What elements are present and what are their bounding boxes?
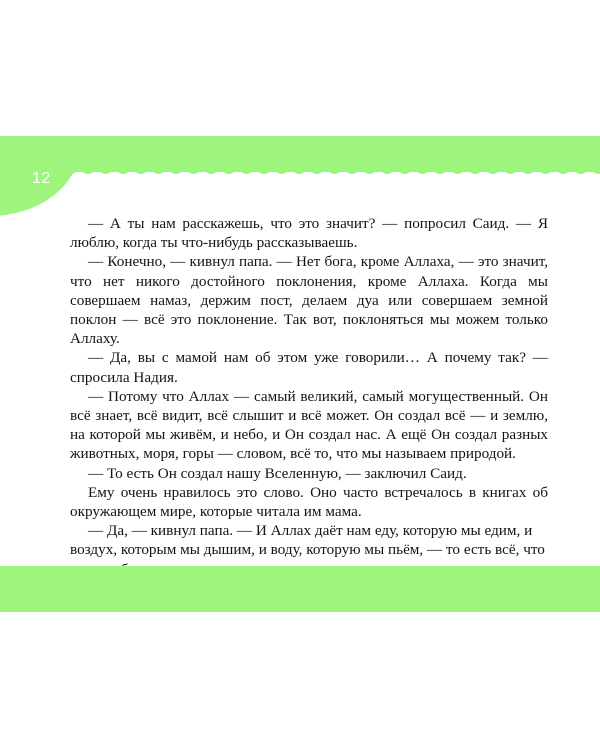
scallop-dot: [573, 162, 589, 174]
scallop-dot: [397, 162, 413, 174]
scallop-dot: [538, 162, 554, 174]
paragraph: — Да, вы с мамой нам об этом уже говорили… А почему так? — спросила Надия.: [70, 349, 548, 386]
scallop-dot: [379, 162, 395, 174]
scallop-dot: [326, 162, 342, 174]
bottom-decorative-band: [0, 566, 600, 612]
scallop-dot: [590, 162, 600, 174]
scallop-dot: [150, 162, 166, 174]
scallop-dot: [98, 162, 114, 174]
scallop-dot: [467, 162, 483, 174]
scallop-dot: [203, 162, 219, 174]
scallop-dot: [502, 162, 518, 174]
scallop-dot: [344, 162, 360, 174]
scallop-dot: [238, 162, 254, 174]
scallop-dot: [274, 162, 290, 174]
top-scallop-border: [0, 162, 600, 184]
scallop-dot: [555, 162, 571, 174]
scallop-dot: [186, 162, 202, 174]
page-number: 12: [32, 170, 51, 187]
scallop-dot: [432, 162, 448, 174]
scallop-dot: [485, 162, 501, 174]
paragraph: — То есть Он создал нашу Вселенную, — заключил Саид.: [88, 464, 467, 482]
scallop-dot: [414, 162, 430, 174]
scallop-dot: [362, 162, 378, 174]
paragraph: Ему очень нравилось это слово. Оно часто встречалось в книгах об окружающем мире, которые читала им мама.: [70, 483, 548, 521]
scallop-dot: [80, 162, 96, 174]
paragraph: — Да, — кивнул папа. — И Аллах даёт нам еду, которую мы едим, и воздух, которым мы дышим, и воду, которую мы пьём, — то есть всё, что: [70, 522, 545, 559]
body-text: [70, 214, 548, 598]
paragraph: — А ты нам расскажешь, что это значит? — попросил Саид. — Я люблю, когда ты что-нибудь рассказываешь.: [70, 215, 548, 252]
scallop-dot: [115, 162, 131, 174]
scallop-dot: [291, 162, 307, 174]
scallop-dot: [450, 162, 466, 174]
paragraph: — Потому что Аллах — самый великий, самый могущественный. Он всё знает, всё видит, всё слышит и всё может. Он создал всё — и землю, на которой мы живём, и небо, и Он создал нас. А ещё Он создал разных животных, моря, горы — словом, всё то, что мы называем природой.: [70, 387, 548, 463]
scallop-dot: [133, 162, 149, 174]
scallop-dot: [520, 162, 536, 174]
scallop-dot: [168, 162, 184, 174]
paragraph: — Конечно, — кивнул папа. — Нет бога, кроме Аллаха, — это значит, что нет никого достойного поклонения, кроме Аллаха. Когда мы совершаем намаз, держим пост, делаем дуа или совершаем земной поклон — всё это поклонение. Так вот, поклоняться мы можем только Аллаху.: [70, 253, 548, 348]
scallop-dot: [309, 162, 325, 174]
scallop-dot: [256, 162, 272, 174]
scallop-dot: [221, 162, 237, 174]
